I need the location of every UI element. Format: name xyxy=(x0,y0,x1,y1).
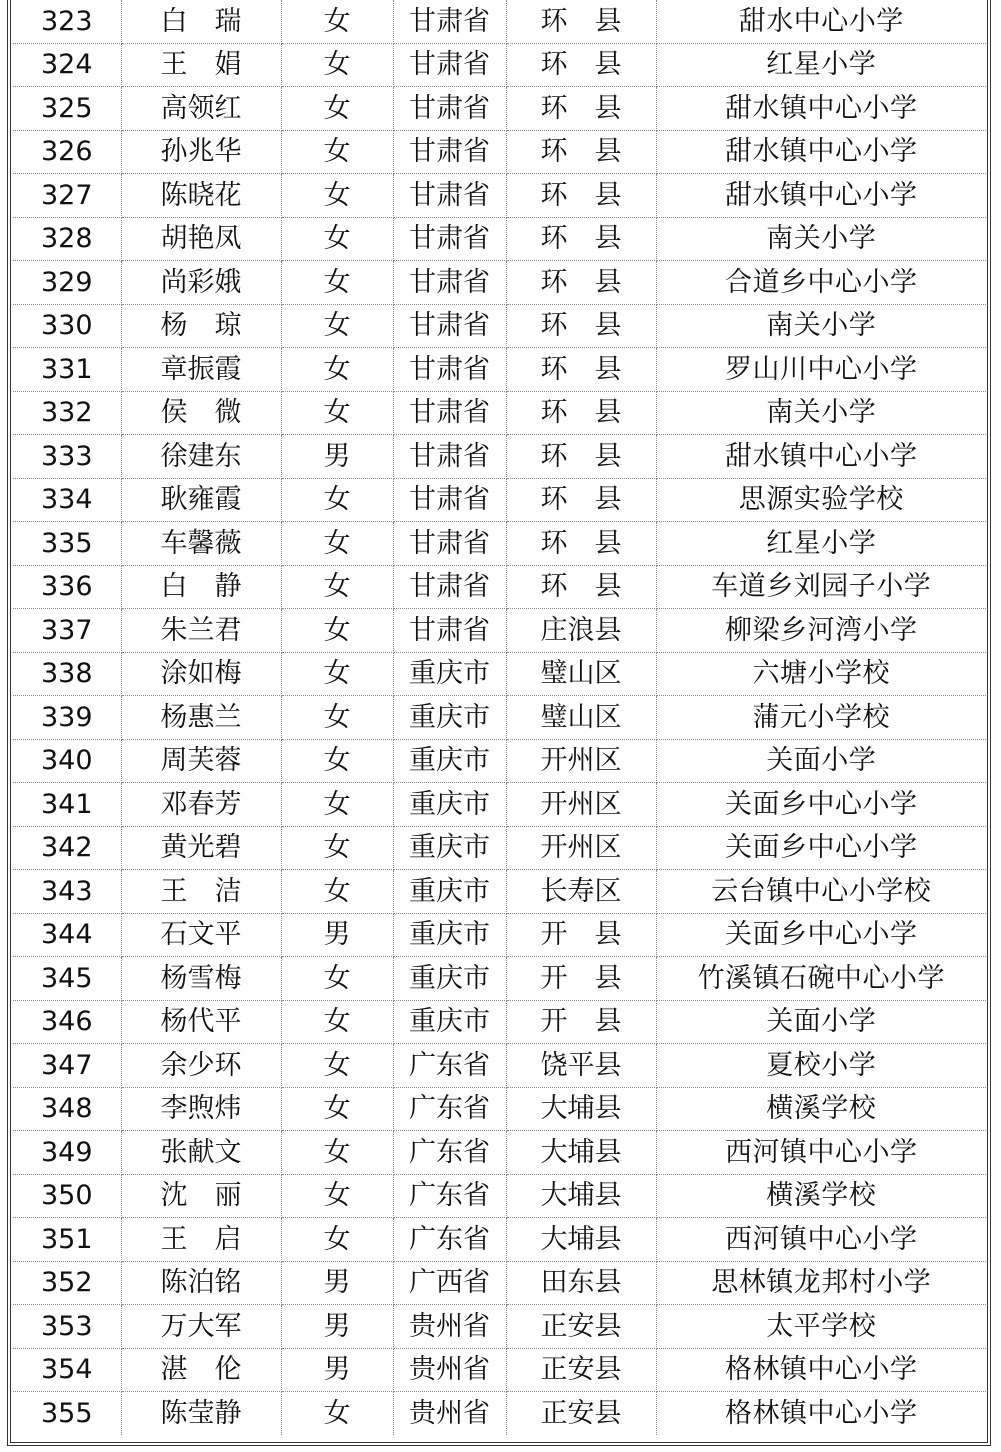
school-name-cell: 六塘小学校 xyxy=(656,652,986,696)
gender-cell: 女 xyxy=(281,174,393,218)
school-name-cell: 南关小学 xyxy=(656,217,986,261)
row-number-cell: 348 xyxy=(13,1087,121,1131)
county-cell: 环 县 xyxy=(506,348,656,392)
table-row xyxy=(13,609,986,653)
table-row xyxy=(13,957,986,1001)
table-row xyxy=(13,1392,986,1435)
gender-cell: 男 xyxy=(281,435,393,479)
row-number-cell: 337 xyxy=(13,609,121,653)
county-cell: 环 县 xyxy=(506,130,656,174)
person-name-cell: 杨雪梅 xyxy=(121,957,281,1001)
school-name-cell: 格林镇中心小学 xyxy=(725,1397,918,1429)
county-cell: 环 县 xyxy=(506,565,656,609)
table-row xyxy=(13,913,986,957)
province-cell: 重庆市 xyxy=(393,696,506,740)
school-name-cell: 甜水镇中心小学 xyxy=(656,87,986,131)
gender-cell: 女 xyxy=(281,957,393,1001)
county-cell: 开州区 xyxy=(506,739,656,783)
gender-cell: 女 xyxy=(281,1218,393,1262)
table-row xyxy=(13,478,986,522)
school-name-cell: 合道乡中心小学 xyxy=(656,261,986,305)
row-number-cell: 334 xyxy=(13,478,121,522)
person-name-cell: 王 洁 xyxy=(121,870,281,914)
table-row xyxy=(13,261,986,305)
row-number-cell: 332 xyxy=(13,391,121,435)
school-name-cell: 格林镇中心小学 xyxy=(656,1348,986,1392)
person-name-cell: 李煦炜 xyxy=(121,1087,281,1131)
gender-cell: 女 xyxy=(281,1392,393,1435)
table-row xyxy=(13,1131,986,1175)
county-cell: 环 县 xyxy=(506,0,656,43)
gender-cell: 女 xyxy=(281,1044,393,1088)
gender-cell: 男 xyxy=(281,1261,393,1305)
gender-cell: 女 xyxy=(281,1087,393,1131)
province-cell: 广东省 xyxy=(393,1218,506,1262)
school-name-cell: 横溪学校 xyxy=(656,1087,986,1131)
county-cell: 开 县 xyxy=(506,957,656,1001)
county-cell: 环 县 xyxy=(506,217,656,261)
table-row xyxy=(13,87,986,131)
gender-cell: 女 xyxy=(281,609,393,653)
row-number-cell: 355 xyxy=(13,1392,121,1435)
school-name-cell: 罗山川中心小学 xyxy=(656,348,986,392)
gender-cell: 女 xyxy=(281,0,393,43)
row-number-cell: 343 xyxy=(13,870,121,914)
person-name-cell: 王 启 xyxy=(121,1218,281,1262)
county-cell: 正安县 xyxy=(506,1348,656,1392)
person-name-cell: 白 瑞 xyxy=(121,0,281,43)
gender-cell: 女 xyxy=(281,1131,393,1175)
person-name-cell: 朱兰君 xyxy=(121,609,281,653)
province-cell: 重庆市 xyxy=(393,783,506,827)
gender-cell: 男 xyxy=(281,1348,393,1392)
county-cell: 饶平县 xyxy=(506,1044,656,1088)
row-number-cell: 354 xyxy=(13,1348,121,1392)
school-name-cell: 思源实验学校 xyxy=(656,478,986,522)
row-number-cell: 339 xyxy=(13,696,121,740)
table-row xyxy=(13,652,986,696)
table-row xyxy=(13,739,986,783)
county-cell: 大埔县 xyxy=(506,1218,656,1262)
province-cell: 甘肃省 xyxy=(393,348,506,392)
person-name-cell: 高领红 xyxy=(121,87,281,131)
county-cell: 璧山区 xyxy=(506,652,656,696)
table-row xyxy=(13,1044,986,1088)
school-name-cell: 甜水镇中心小学 xyxy=(656,435,986,479)
gender-cell: 女 xyxy=(281,478,393,522)
row-number-cell: 349 xyxy=(13,1131,121,1175)
person-name-cell: 陈泊铭 xyxy=(121,1261,281,1305)
table-row xyxy=(13,1087,986,1131)
province-cell: 重庆市 xyxy=(393,957,506,1001)
county-cell: 开 县 xyxy=(506,1000,656,1044)
gender-cell: 男 xyxy=(281,1305,393,1349)
county-cell: 大埔县 xyxy=(506,1131,656,1175)
province-cell: 重庆市 xyxy=(393,739,506,783)
county-cell: 大埔县 xyxy=(506,1087,656,1131)
row-number-cell: 351 xyxy=(13,1218,121,1262)
row-number-cell: 353 xyxy=(13,1305,121,1349)
row-number-cell: 341 xyxy=(13,783,121,827)
county-cell: 大埔县 xyxy=(506,1174,656,1218)
school-name-cell: 横溪学校 xyxy=(656,1174,986,1218)
school-name-cell: 竹溪镇石碗中心小学 xyxy=(656,957,986,1001)
table-row xyxy=(13,391,986,435)
province-cell: 重庆市 xyxy=(393,870,506,914)
school-name-cell: 西河镇中心小学 xyxy=(656,1218,986,1262)
row-number-cell: 344 xyxy=(13,913,121,957)
school-name-cell: 柳梁乡河湾小学 xyxy=(656,609,986,653)
row-number-cell: 329 xyxy=(13,261,121,305)
row-number-cell: 338 xyxy=(13,652,121,696)
province-cell: 重庆市 xyxy=(393,913,506,957)
table-row xyxy=(13,1174,986,1218)
county-cell: 开州区 xyxy=(506,826,656,870)
row-number-cell: 335 xyxy=(13,522,121,566)
person-name-cell: 杨 琼 xyxy=(121,304,281,348)
school-name-cell: 关面小学 xyxy=(656,739,986,783)
person-name-cell: 尚彩娥 xyxy=(121,261,281,305)
table-row xyxy=(13,696,986,740)
row-number-cell: 340 xyxy=(13,739,121,783)
person-name-cell: 车馨薇 xyxy=(121,522,281,566)
row-number-cell: 328 xyxy=(13,217,121,261)
person-name-cell: 孙兆华 xyxy=(121,130,281,174)
county-cell: 环 县 xyxy=(506,87,656,131)
person-name-cell: 胡艳凤 xyxy=(121,217,281,261)
school-name-cell: 关面乡中心小学 xyxy=(656,826,986,870)
gender-cell: 女 xyxy=(281,652,393,696)
province-cell: 贵州省 xyxy=(393,1392,506,1435)
county-cell: 璧山区 xyxy=(506,696,656,740)
table-row xyxy=(13,304,986,348)
row-number-cell: 346 xyxy=(13,1000,121,1044)
county-cell: 环 县 xyxy=(506,478,656,522)
province-cell: 甘肃省 xyxy=(393,609,506,653)
gender-cell: 女 xyxy=(281,130,393,174)
person-name-cell: 涂如梅 xyxy=(121,652,281,696)
province-cell: 甘肃省 xyxy=(393,478,506,522)
school-name-cell: 红星小学 xyxy=(656,43,986,87)
county-cell: 环 县 xyxy=(506,522,656,566)
province-cell: 甘肃省 xyxy=(393,87,506,131)
table-row xyxy=(13,565,986,609)
table-row xyxy=(13,1218,986,1262)
person-name-cell: 徐建东 xyxy=(121,435,281,479)
county-cell: 环 县 xyxy=(506,261,656,305)
school-name-cell: 云台镇中心小学校 xyxy=(656,870,986,914)
person-name-cell: 张献文 xyxy=(121,1131,281,1175)
gender-cell: 女 xyxy=(281,304,393,348)
county-cell: 环 县 xyxy=(506,174,656,218)
gender-cell: 女 xyxy=(281,522,393,566)
school-name-cell: 南关小学 xyxy=(656,391,986,435)
gender-cell: 女 xyxy=(281,348,393,392)
province-cell: 甘肃省 xyxy=(393,174,506,218)
table-row xyxy=(13,43,986,87)
person-name-cell: 耿雍霞 xyxy=(121,478,281,522)
province-cell: 甘肃省 xyxy=(393,435,506,479)
province-cell: 甘肃省 xyxy=(393,261,506,305)
table-row xyxy=(13,174,986,218)
county-cell: 正安县 xyxy=(506,1305,656,1349)
gender-cell: 女 xyxy=(281,261,393,305)
row-number-cell: 333 xyxy=(13,435,121,479)
row-number-cell: 331 xyxy=(13,348,121,392)
table-row xyxy=(13,783,986,827)
table-row xyxy=(13,826,986,870)
province-cell: 贵州省 xyxy=(393,1348,506,1392)
province-cell: 广西省 xyxy=(393,1261,506,1305)
person-name-cell: 邓春芳 xyxy=(121,783,281,827)
gender-cell: 女 xyxy=(281,870,393,914)
person-name-cell: 白 静 xyxy=(121,565,281,609)
gender-cell: 女 xyxy=(281,826,393,870)
province-cell: 广东省 xyxy=(393,1174,506,1218)
gender-cell: 女 xyxy=(281,217,393,261)
row-number-cell: 324 xyxy=(13,43,121,87)
county-cell: 庄浪县 xyxy=(506,609,656,653)
row-number-cell: 323 xyxy=(13,0,121,43)
school-name-cell: 思林镇龙邦村小学 xyxy=(656,1261,986,1305)
school-name-cell: 甜水镇中心小学 xyxy=(656,130,986,174)
roster-table xyxy=(13,0,986,1435)
person-name-cell: 侯 微 xyxy=(121,391,281,435)
table-row xyxy=(13,870,986,914)
row-number-cell: 350 xyxy=(13,1174,121,1218)
province-cell: 甘肃省 xyxy=(393,217,506,261)
county-cell: 环 县 xyxy=(506,304,656,348)
gender-cell: 女 xyxy=(281,739,393,783)
province-cell: 重庆市 xyxy=(393,826,506,870)
county-cell: 田东县 xyxy=(506,1261,656,1305)
person-name-cell: 沈 丽 xyxy=(121,1174,281,1218)
province-cell: 重庆市 xyxy=(393,1000,506,1044)
row-number-cell: 336 xyxy=(13,565,121,609)
gender-cell: 女 xyxy=(281,1174,393,1218)
row-number-cell: 327 xyxy=(13,174,121,218)
person-name-cell: 黄光碧 xyxy=(121,826,281,870)
row-number-cell: 342 xyxy=(13,826,121,870)
gender-cell: 女 xyxy=(281,87,393,131)
table-row xyxy=(13,348,986,392)
province-cell: 甘肃省 xyxy=(393,565,506,609)
gender-cell: 女 xyxy=(281,565,393,609)
row-number-cell: 326 xyxy=(13,130,121,174)
table-row xyxy=(13,0,986,43)
province-cell: 甘肃省 xyxy=(393,391,506,435)
gender-cell: 男 xyxy=(281,913,393,957)
county-cell: 开州区 xyxy=(506,783,656,827)
school-name-cell: 夏校小学 xyxy=(656,1044,986,1088)
county-cell: 长寿区 xyxy=(506,870,656,914)
school-name-cell: 蒲元小学校 xyxy=(656,696,986,740)
table-row xyxy=(13,130,986,174)
person-name-cell: 杨代平 xyxy=(121,1000,281,1044)
school-name-cell: 关面乡中心小学 xyxy=(656,783,986,827)
gender-cell: 女 xyxy=(281,783,393,827)
county-cell: 环 县 xyxy=(506,435,656,479)
table-row xyxy=(13,1305,986,1349)
person-name-cell: 陈莹静 xyxy=(121,1392,281,1435)
school-name-cell: 关面乡中心小学 xyxy=(656,913,986,957)
gender-cell: 女 xyxy=(281,391,393,435)
school-name-cell: 太平学校 xyxy=(656,1305,986,1349)
province-cell: 甘肃省 xyxy=(393,304,506,348)
table-row xyxy=(13,522,986,566)
roster-body xyxy=(13,0,986,1435)
gender-cell: 女 xyxy=(281,1000,393,1044)
county-cell: 正安县 xyxy=(506,1392,656,1435)
person-name-cell: 石文平 xyxy=(121,913,281,957)
school-name-cell: 关面小学 xyxy=(656,1000,986,1044)
school-name-cell: 西河镇中心小学 xyxy=(656,1131,986,1175)
table-row xyxy=(13,1000,986,1044)
county-cell: 环 县 xyxy=(506,391,656,435)
row-number-cell: 347 xyxy=(13,1044,121,1088)
gender-cell: 女 xyxy=(281,696,393,740)
gender-cell: 女 xyxy=(281,43,393,87)
person-name-cell: 王 娟 xyxy=(121,43,281,87)
province-cell: 甘肃省 xyxy=(393,0,506,43)
table-row xyxy=(13,1348,986,1392)
province-cell: 广东省 xyxy=(393,1131,506,1175)
province-cell: 贵州省 xyxy=(393,1305,506,1349)
person-name-cell: 万大军 xyxy=(121,1305,281,1349)
province-cell: 广东省 xyxy=(393,1087,506,1131)
school-name-cell: 甜水镇中心小学 xyxy=(656,174,986,218)
province-cell: 重庆市 xyxy=(393,652,506,696)
school-name-cell: 车道乡刘园子小学 xyxy=(656,565,986,609)
person-name-cell: 余少环 xyxy=(121,1044,281,1088)
row-number-cell: 325 xyxy=(13,87,121,131)
county-cell: 开 县 xyxy=(506,913,656,957)
row-number-cell: 330 xyxy=(13,304,121,348)
person-name-cell: 周芙蓉 xyxy=(121,739,281,783)
person-name-cell: 陈晓花 xyxy=(121,174,281,218)
row-number-cell: 345 xyxy=(13,957,121,1001)
province-cell: 广东省 xyxy=(393,1044,506,1088)
table-row xyxy=(13,217,986,261)
person-name-cell: 湛 伦 xyxy=(121,1348,281,1392)
row-number-cell: 352 xyxy=(13,1261,121,1305)
person-name-cell: 杨惠兰 xyxy=(121,696,281,740)
province-cell: 甘肃省 xyxy=(393,130,506,174)
province-cell: 甘肃省 xyxy=(393,43,506,87)
school-name-cell: 红星小学 xyxy=(656,522,986,566)
school-name-cell: 甜水中心小学 xyxy=(656,0,986,43)
table-row xyxy=(13,435,986,479)
table-row xyxy=(13,1261,986,1305)
province-cell: 甘肃省 xyxy=(393,522,506,566)
school-name-cell: 南关小学 xyxy=(656,304,986,348)
person-name-cell: 章振霞 xyxy=(121,348,281,392)
county-cell: 环 县 xyxy=(506,43,656,87)
